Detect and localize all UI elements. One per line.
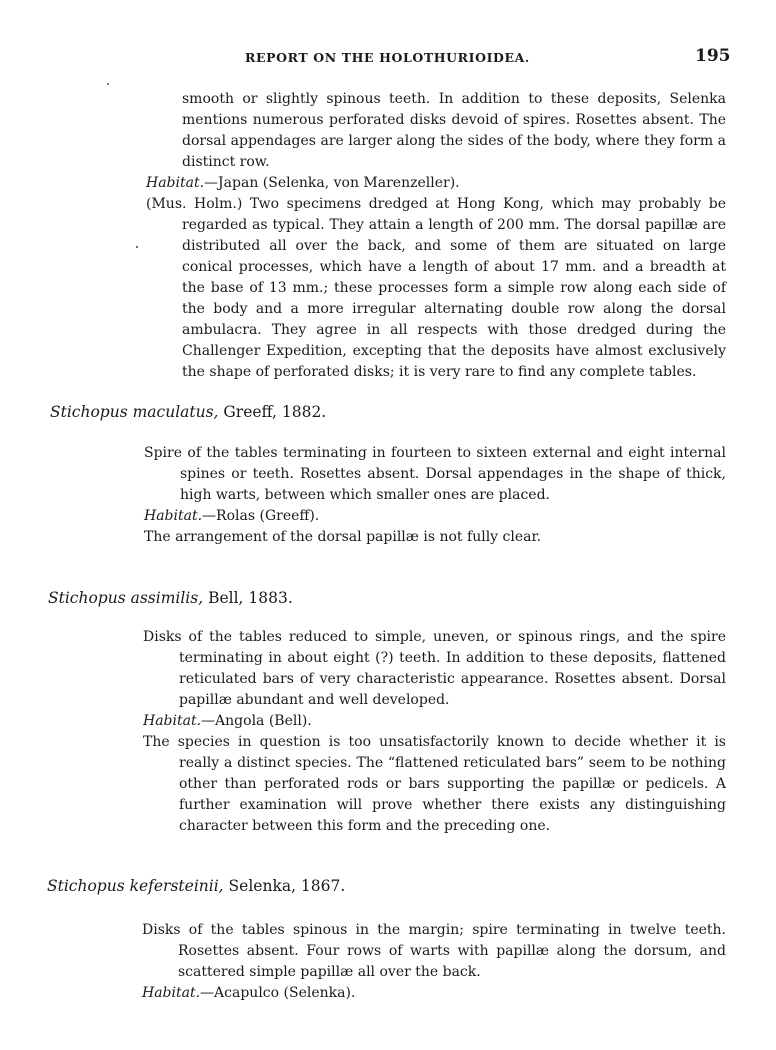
habitat-line	[146, 173, 726, 194]
habitat-label: Habitat.	[144, 508, 203, 524]
species-heading	[50, 403, 326, 421]
species-authority: Bell, 1883.	[203, 589, 293, 607]
species-description: Disks of the tables reduced to simple, uneven, or spinous rings, and the spire terminating in about eight (?) teeth. In addition to these deposits, flattened reticulated bars of very characteristic appearance. Rosettes absent. Dorsal papillæ abundant and well developed.	[143, 629, 726, 708]
species-description: Disks of the tables spinous in the margin; spire terminating in twelve teeth. Rosettes absent. Four rows of warts with papillæ along the dorsum, and scattered simple papillæ all over the back.	[142, 922, 726, 980]
habitat-text: —Angola (Bell).	[201, 713, 312, 729]
species-name: Stichopus maculatus,	[50, 403, 219, 421]
species-authority: Greeff, 1882.	[218, 403, 327, 421]
habitat-line	[142, 983, 726, 1004]
scan-speck	[107, 83, 109, 85]
species-note: The arrangement of the dorsal papillæ is not fully clear.	[144, 529, 542, 545]
species-description: Spire of the tables terminating in fourteen to sixteen external and eight internal spines or teeth. Rosettes absent. Dorsal appendages in the shape of thick, high warts, between which smaller ones are placed.	[144, 445, 726, 503]
scan-speck	[136, 246, 138, 248]
habitat-label: Habitat.	[143, 713, 202, 729]
species-name: Stichopus assimilis,	[48, 589, 204, 607]
species-section	[142, 920, 726, 1004]
running-head	[0, 46, 776, 70]
habitat-line	[144, 506, 726, 527]
species-note: The species in question is too unsatisfactorily known to decide whether it is really a distinct species. The “flattened reticulated bars” seem to be nothing other than perforated rods or bars supporting the papillæ or pedicels. A further examination will prove whether there exists any distinguishing character between this form and the preceding one.	[143, 734, 726, 834]
species-section	[144, 443, 726, 548]
continued-paragraph: smooth or slightly spinous teeth. In addition to these deposits, Selenka mentions numerous perforated disks devoid of spires. Rosettes absent. The dorsal appendages are larger along the sides of the body, where they form a distinct row.	[182, 91, 726, 170]
habitat-text: —Rolas (Greeff).	[202, 508, 320, 524]
habitat-label: Habitat.	[142, 985, 201, 1001]
specimen-paragraph: (Mus. Holm.) Two specimens dredged at Hong Kong, which may probably be regarded as typical. They attain a length of 200 mm. The dorsal papillæ are distributed all over the back, and some of them are situated on large conical processes, which have a length of about 17 mm. and a breadth at the base of 13 mm.; these processes form a simple row along each side of the body and a more irregular alternating double row along the dorsal ambulacra. They agree in all respects with those dredged during the Challenger Expedition, excepting that the deposits have almost exclusively the shape of perforated disks; it is very rare to find any complete tables.	[146, 196, 726, 380]
habitat-text: —Japan (Selenka, von Marenzeller).	[204, 175, 460, 191]
continued-section	[146, 89, 726, 383]
species-authority: Selenka, 1867.	[223, 877, 346, 895]
page-number: 195	[695, 46, 731, 66]
habitat-label: Habitat.	[146, 175, 205, 191]
species-heading	[47, 877, 345, 895]
species-section	[143, 627, 726, 837]
species-heading	[48, 589, 293, 607]
habitat-line	[143, 711, 726, 732]
species-name: Stichopus kefersteinii,	[47, 877, 224, 895]
habitat-text: —Acapulco (Selenka).	[200, 985, 356, 1001]
running-title: REPORT ON THE HOLOTHURIOIDEA.	[245, 50, 530, 65]
